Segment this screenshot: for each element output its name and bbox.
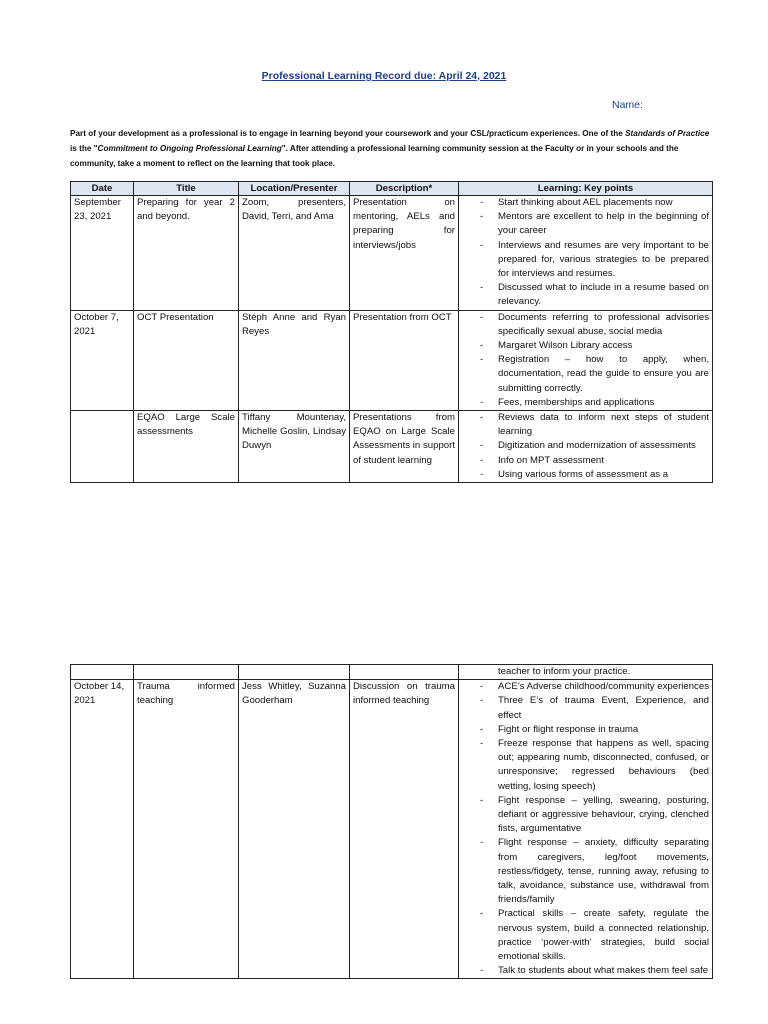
list-item: - Discussed what to include in a resume based on relevancy. <box>462 281 709 309</box>
document-title: Professional Learning Record due: April 24, 2021 <box>261 70 507 82</box>
cell-location: Tiffany Mountenay, Michelle Goslin, Lindsay Duwyn <box>239 411 350 483</box>
table-row <box>71 411 713 483</box>
list-item: - Info on MPT assessment <box>462 454 709 468</box>
list-item: - Three E’s of trauma Event, Experience, and effect <box>462 694 709 722</box>
list-item: - Margaret Wilson Library access <box>462 339 709 353</box>
list-item: - Freeze response that happens as well, spacing out; appearing numb, disconnected, confused, or unresponsive; regressed behaviours (bed wetting, losing speech) <box>462 737 709 794</box>
table-row <box>71 310 713 410</box>
name-label: Name: <box>612 99 643 111</box>
cell-location: Jess Whitley, Suzanna Gooderham <box>239 680 350 979</box>
list-item: - Start thinking about AEL placements now <box>462 196 709 210</box>
list-item: - ACE’s Adverse childhood/community experiences <box>462 680 709 694</box>
list-item: - Interviews and resumes are very important to be prepared for, various strategies to be prepared for interviews and resumes. <box>462 239 709 282</box>
cell-date: October 7, 2021 <box>71 310 134 410</box>
cell-location <box>239 665 350 680</box>
continued-text: teacher to inform your practice. <box>498 666 631 677</box>
cell-title <box>134 665 239 680</box>
list-item: - Reviews data to inform next steps of student learning <box>462 411 709 439</box>
header-learning: Learning: Key points <box>459 182 713 196</box>
cell-learning <box>459 310 713 410</box>
header-location: Location/Presenter <box>239 182 350 196</box>
cell-learning <box>459 411 713 483</box>
header-description: Description* <box>350 182 459 196</box>
list-item: - Fight or flight response in trauma <box>462 723 709 737</box>
cell-date: September 23, 2021 <box>71 196 134 311</box>
cell-learning <box>459 196 713 311</box>
cell-description: Presentation from OCT <box>350 310 459 410</box>
list-item: - Talk to students about what makes them feel safe <box>462 964 709 978</box>
list-item: - Mentors are excellent to help in the beginning of your career <box>462 210 709 238</box>
cell-location: Zoom, presenters, David, Terri, and Ama <box>239 196 350 311</box>
cell-location: Stéph Anne and Ryan Reyes <box>239 310 350 410</box>
cell-title: Trauma informed teaching <box>134 680 239 979</box>
list-item: - Registration – how to apply, when, documentation, read the guide to ensure you are submitting correctly. <box>462 353 709 396</box>
intro-paragraph: Part of your development as a professional is to engage in learning beyond your coursework and your CSL/practicum experiences. One of the Standards of Practice is the "Commitment to Ongoing Professional Learning". After attending a professional learning community session at the Faculty or in your schools and the community, take a moment to reflect on the learning that took place. <box>70 129 710 168</box>
list-item: - Practical skills – create safety, regulate the nervous system, build a connected relationship, practice ‘power-with’ strategies, build social emotional skills. <box>462 907 709 964</box>
list-item: - Documents referring to professional advisories specifically sexual abuse, social media <box>462 311 709 339</box>
table-row-continued <box>71 665 713 680</box>
list-item: - Fight response – yelling, swearing, posturing, defiant or aggressive behaviour, crying, clenched fists, argumentative <box>462 794 709 837</box>
cell-description <box>350 665 459 680</box>
table-header-row <box>71 182 713 196</box>
cell-learning <box>459 665 713 680</box>
cell-date: October 14, 2021 <box>71 680 134 979</box>
cell-date <box>71 411 134 483</box>
list-item: - Flight response – anxiety, difficulty separating from caregivers, leg/foot movements, restless/fidgety, tense, running away, refusing to talk, avoidance, substance use, withdrawal from friends/family <box>462 836 709 907</box>
header-date: Date <box>71 182 134 196</box>
table-row <box>71 680 713 979</box>
list-item: - Using various forms of assessment as a <box>462 468 709 482</box>
cell-date <box>71 665 134 680</box>
learning-record-table <box>70 181 713 483</box>
list-item: - Fees, memberships and applications <box>462 396 709 410</box>
cell-description: Presentations from EQAO on Large Scale Assessments in support of student learning <box>350 411 459 483</box>
learning-record-table-continued <box>70 664 713 979</box>
cell-description: Presentation on mentoring, AELs and preparing for interviews/jobs <box>350 196 459 311</box>
list-item: - Digitization and modernization of assessments <box>462 439 709 453</box>
header-title: Title <box>134 182 239 196</box>
cell-learning <box>459 680 713 979</box>
cell-title: Preparing for year 2 and beyond. <box>134 196 239 311</box>
cell-title: EQAO Large Scale assessments <box>134 411 239 483</box>
table-row <box>71 196 713 311</box>
cell-description: Discussion on trauma informed teaching <box>350 680 459 979</box>
cell-title: OCT Presentation <box>134 310 239 410</box>
